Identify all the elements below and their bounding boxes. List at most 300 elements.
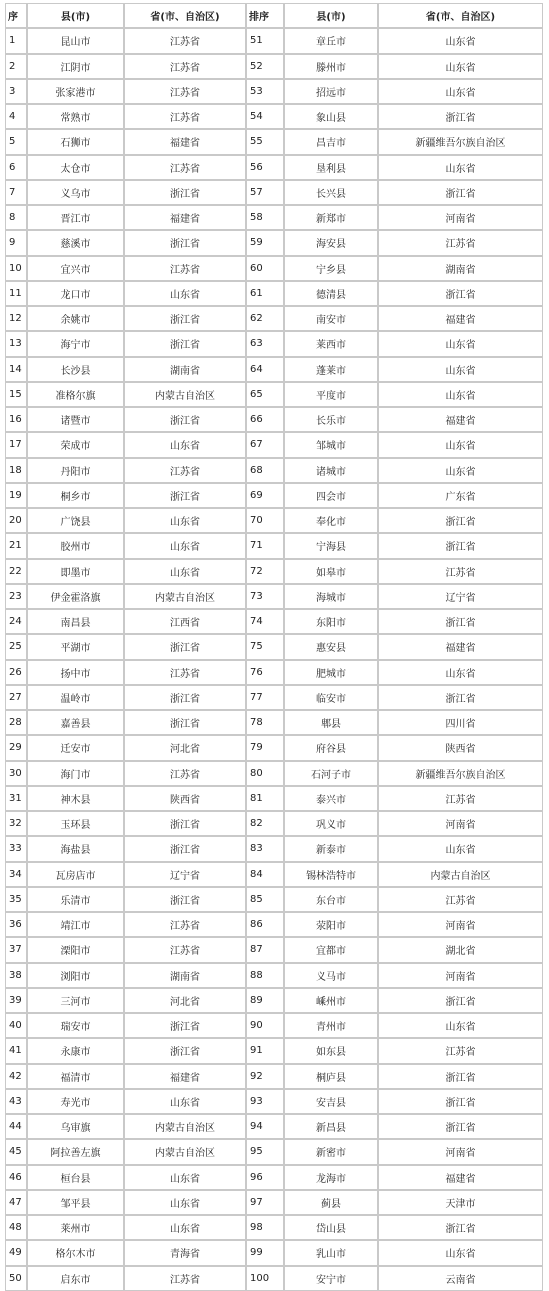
county-cell-2: 龙海市 <box>284 1165 378 1190</box>
county-cell: 江阴市 <box>27 54 124 79</box>
county-cell-2: 临安市 <box>284 685 378 710</box>
rank-cell-2: 72 <box>246 559 284 584</box>
rank-cell-2: 51 <box>246 28 284 53</box>
county-cell-2: 巩义市 <box>284 811 378 836</box>
county-cell: 长沙县 <box>27 357 124 382</box>
rank-cell-2: 97 <box>246 1190 284 1215</box>
province-cell: 山东省 <box>124 432 246 457</box>
rank-cell-2: 57 <box>246 180 284 205</box>
rank-cell: 8 <box>5 205 27 230</box>
province-cell: 山东省 <box>124 281 246 306</box>
county-cell: 义乌市 <box>27 180 124 205</box>
province-cell-2: 江苏省 <box>378 559 543 584</box>
county-cell: 宜兴市 <box>27 256 124 281</box>
rank-cell: 27 <box>5 685 27 710</box>
county-cell-2: 南安市 <box>284 306 378 331</box>
rank-cell-2: 88 <box>246 963 284 988</box>
rank-cell: 3 <box>5 79 27 104</box>
rank-cell-2: 66 <box>246 407 284 432</box>
province-cell-2: 浙江省 <box>378 685 543 710</box>
province-cell: 江苏省 <box>124 912 246 937</box>
province-cell: 河北省 <box>124 735 246 760</box>
table-row <box>5 1089 543 1114</box>
province-cell-2: 新疆维吾尔族自治区 <box>378 129 543 154</box>
rank-cell-2: 100 <box>246 1266 284 1291</box>
county-cell-2: 泰兴市 <box>284 786 378 811</box>
rank-cell: 30 <box>5 761 27 786</box>
county-cell: 邹平县 <box>27 1190 124 1215</box>
rank-cell-2: 85 <box>246 887 284 912</box>
county-cell: 龙口市 <box>27 281 124 306</box>
rank-cell: 18 <box>5 458 27 483</box>
county-cell: 荣成市 <box>27 432 124 457</box>
table-row <box>5 54 543 79</box>
county-cell: 迁安市 <box>27 735 124 760</box>
province-cell-2: 江苏省 <box>378 786 543 811</box>
province-cell: 山东省 <box>124 1215 246 1240</box>
province-cell: 山东省 <box>124 1165 246 1190</box>
province-cell-2: 山东省 <box>378 836 543 861</box>
province-cell: 湖南省 <box>124 963 246 988</box>
table-row <box>5 281 543 306</box>
rank-cell: 21 <box>5 533 27 558</box>
rank-cell-2: 77 <box>246 685 284 710</box>
rank-cell: 14 <box>5 357 27 382</box>
table-row <box>5 786 543 811</box>
header-county: 县(市) <box>27 3 124 28</box>
county-cell: 昆山市 <box>27 28 124 53</box>
province-cell-2: 浙江省 <box>378 1089 543 1114</box>
province-cell-2: 山东省 <box>378 432 543 457</box>
province-cell: 江苏省 <box>124 1266 246 1291</box>
province-cell-2: 福建省 <box>378 407 543 432</box>
province-cell-2: 天津市 <box>378 1190 543 1215</box>
rank-cell-2: 68 <box>246 458 284 483</box>
rank-cell-2: 86 <box>246 912 284 937</box>
province-cell-2: 福建省 <box>378 306 543 331</box>
rank-cell-2: 84 <box>246 862 284 887</box>
county-cell-2: 锡林浩特市 <box>284 862 378 887</box>
county-cell: 即墨市 <box>27 559 124 584</box>
county-cell-2: 荥阳市 <box>284 912 378 937</box>
table-row <box>5 1114 543 1139</box>
rank-cell-2: 74 <box>246 609 284 634</box>
county-cell: 莱州市 <box>27 1215 124 1240</box>
rank-cell-2: 61 <box>246 281 284 306</box>
province-cell: 福建省 <box>124 129 246 154</box>
county-cell-2: 垦利县 <box>284 155 378 180</box>
table-row <box>5 761 543 786</box>
rank-cell-2: 96 <box>246 1165 284 1190</box>
county-cell: 平湖市 <box>27 634 124 659</box>
province-cell: 江苏省 <box>124 761 246 786</box>
table-row <box>5 710 543 735</box>
province-cell-2: 云南省 <box>378 1266 543 1291</box>
table-header-row <box>5 3 543 28</box>
county-cell: 海盐县 <box>27 836 124 861</box>
province-cell: 青海省 <box>124 1240 246 1265</box>
province-cell: 浙江省 <box>124 1038 246 1063</box>
province-cell-2: 浙江省 <box>378 533 543 558</box>
province-cell-2: 浙江省 <box>378 104 543 129</box>
table-row <box>5 660 543 685</box>
table-row <box>5 685 543 710</box>
county-cell-2: 平度市 <box>284 382 378 407</box>
rank-cell: 45 <box>5 1139 27 1164</box>
province-cell: 浙江省 <box>124 710 246 735</box>
table-row <box>5 458 543 483</box>
province-cell: 山东省 <box>124 1190 246 1215</box>
county-cell-2: 安宁市 <box>284 1266 378 1291</box>
province-cell: 内蒙古自治区 <box>124 584 246 609</box>
county-cell: 伊金霍洛旗 <box>27 584 124 609</box>
rank-cell: 36 <box>5 912 27 937</box>
rank-cell: 35 <box>5 887 27 912</box>
table-row <box>5 104 543 129</box>
rank-cell-2: 56 <box>246 155 284 180</box>
province-cell: 浙江省 <box>124 230 246 255</box>
table-row <box>5 584 543 609</box>
rank-cell: 13 <box>5 331 27 356</box>
rank-cell: 26 <box>5 660 27 685</box>
province-cell-2: 浙江省 <box>378 508 543 533</box>
province-cell-2: 浙江省 <box>378 609 543 634</box>
rank-cell-2: 79 <box>246 735 284 760</box>
table-row <box>5 407 543 432</box>
province-cell: 浙江省 <box>124 887 246 912</box>
county-cell: 浏阳市 <box>27 963 124 988</box>
rank-cell-2: 67 <box>246 432 284 457</box>
header-province-2: 省(市、自治区) <box>378 3 543 28</box>
rank-cell: 4 <box>5 104 27 129</box>
province-cell-2: 山东省 <box>378 1240 543 1265</box>
table-row <box>5 1064 543 1089</box>
province-cell-2: 浙江省 <box>378 180 543 205</box>
rank-cell: 17 <box>5 432 27 457</box>
province-cell: 福建省 <box>124 205 246 230</box>
county-cell-2: 石河子市 <box>284 761 378 786</box>
rank-cell: 23 <box>5 584 27 609</box>
province-cell-2: 山东省 <box>378 79 543 104</box>
province-cell: 山东省 <box>124 508 246 533</box>
province-cell: 山东省 <box>124 559 246 584</box>
province-cell: 江苏省 <box>124 155 246 180</box>
rank-cell-2: 99 <box>246 1240 284 1265</box>
county-cell-2: 东台市 <box>284 887 378 912</box>
province-cell-2: 浙江省 <box>378 1114 543 1139</box>
province-cell-2: 湖北省 <box>378 937 543 962</box>
rank-cell-2: 82 <box>246 811 284 836</box>
province-cell: 江苏省 <box>124 28 246 53</box>
county-cell-2: 岱山县 <box>284 1215 378 1240</box>
province-cell: 浙江省 <box>124 811 246 836</box>
rank-cell-2: 78 <box>246 710 284 735</box>
rank-cell: 33 <box>5 836 27 861</box>
county-cell-2: 招远市 <box>284 79 378 104</box>
province-cell-2: 辽宁省 <box>378 584 543 609</box>
county-cell-2: 如东县 <box>284 1038 378 1063</box>
province-cell-2: 广东省 <box>378 483 543 508</box>
table-row <box>5 988 543 1013</box>
county-cell-2: 昌吉市 <box>284 129 378 154</box>
rank-cell-2: 53 <box>246 79 284 104</box>
rank-cell: 40 <box>5 1013 27 1038</box>
province-cell-2: 山东省 <box>378 382 543 407</box>
county-cell-2: 义马市 <box>284 963 378 988</box>
county-cell: 靖江市 <box>27 912 124 937</box>
county-cell-2: 如皋市 <box>284 559 378 584</box>
province-cell: 江苏省 <box>124 937 246 962</box>
rank-cell: 34 <box>5 862 27 887</box>
province-cell-2: 内蒙古自治区 <box>378 862 543 887</box>
table-row <box>5 1240 543 1265</box>
table-row <box>5 382 543 407</box>
province-cell: 陕西省 <box>124 786 246 811</box>
county-cell: 余姚市 <box>27 306 124 331</box>
province-cell-2: 四川省 <box>378 710 543 735</box>
province-cell: 内蒙古自治区 <box>124 382 246 407</box>
rank-cell: 38 <box>5 963 27 988</box>
rank-cell-2: 60 <box>246 256 284 281</box>
rank-cell-2: 91 <box>246 1038 284 1063</box>
province-cell-2: 山东省 <box>378 660 543 685</box>
table-row <box>5 609 543 634</box>
county-cell: 溧阳市 <box>27 937 124 962</box>
province-cell-2: 浙江省 <box>378 281 543 306</box>
county-cell: 诸暨市 <box>27 407 124 432</box>
rank-cell-2: 87 <box>246 937 284 962</box>
table-row <box>5 1013 543 1038</box>
county-cell: 广饶县 <box>27 508 124 533</box>
county-cell: 扬中市 <box>27 660 124 685</box>
county-cell-2: 四会市 <box>284 483 378 508</box>
rank-cell: 15 <box>5 382 27 407</box>
county-cell: 张家港市 <box>27 79 124 104</box>
rank-cell-2: 90 <box>246 1013 284 1038</box>
rank-cell-2: 92 <box>246 1064 284 1089</box>
rank-cell-2: 62 <box>246 306 284 331</box>
county-cell-2: 嵊州市 <box>284 988 378 1013</box>
province-cell: 山东省 <box>124 1089 246 1114</box>
table-row <box>5 230 543 255</box>
table-row <box>5 1215 543 1240</box>
rank-cell: 24 <box>5 609 27 634</box>
rank-cell: 1 <box>5 28 27 53</box>
header-county-2: 县(市) <box>284 3 378 28</box>
province-cell: 内蒙古自治区 <box>124 1139 246 1164</box>
rank-cell: 47 <box>5 1190 27 1215</box>
province-cell: 江苏省 <box>124 79 246 104</box>
rank-cell-2: 98 <box>246 1215 284 1240</box>
province-cell: 浙江省 <box>124 180 246 205</box>
province-cell: 浙江省 <box>124 634 246 659</box>
rank-cell: 39 <box>5 988 27 1013</box>
province-cell: 湖南省 <box>124 357 246 382</box>
table-row <box>5 634 543 659</box>
county-cell-2: 肥城市 <box>284 660 378 685</box>
province-cell-2: 陕西省 <box>378 735 543 760</box>
rank-cell-2: 81 <box>246 786 284 811</box>
province-cell: 江西省 <box>124 609 246 634</box>
province-cell: 山东省 <box>124 533 246 558</box>
province-cell-2: 湖南省 <box>378 256 543 281</box>
county-cell-2: 新泰市 <box>284 836 378 861</box>
rank-cell-2: 59 <box>246 230 284 255</box>
county-cell-2: 青州市 <box>284 1013 378 1038</box>
table-row <box>5 155 543 180</box>
rank-cell-2: 70 <box>246 508 284 533</box>
table-row <box>5 256 543 281</box>
table-row <box>5 836 543 861</box>
province-cell-2: 山东省 <box>378 331 543 356</box>
rank-cell: 46 <box>5 1165 27 1190</box>
rank-cell: 48 <box>5 1215 27 1240</box>
county-cell: 海门市 <box>27 761 124 786</box>
province-cell-2: 河南省 <box>378 811 543 836</box>
county-cell-2: 宁海县 <box>284 533 378 558</box>
county-cell-2: 桐庐县 <box>284 1064 378 1089</box>
county-cell: 神木县 <box>27 786 124 811</box>
table-row <box>5 79 543 104</box>
rank-cell-2: 76 <box>246 660 284 685</box>
county-cell-2: 邹城市 <box>284 432 378 457</box>
county-cell: 南昌县 <box>27 609 124 634</box>
county-cell-2: 章丘市 <box>284 28 378 53</box>
ranking-table-container <box>5 3 543 1291</box>
table-row <box>5 559 543 584</box>
rank-cell: 22 <box>5 559 27 584</box>
table-row <box>5 1266 543 1291</box>
table-row <box>5 357 543 382</box>
county-cell-2: 安吉县 <box>284 1089 378 1114</box>
county-cell-2: 象山县 <box>284 104 378 129</box>
county-cell: 常熟市 <box>27 104 124 129</box>
province-cell: 辽宁省 <box>124 862 246 887</box>
rank-cell-2: 58 <box>246 205 284 230</box>
county-cell-2: 长乐市 <box>284 407 378 432</box>
county-cell-2: 宜都市 <box>284 937 378 962</box>
county-cell: 太仓市 <box>27 155 124 180</box>
table-row <box>5 508 543 533</box>
rank-cell: 2 <box>5 54 27 79</box>
province-cell: 江苏省 <box>124 256 246 281</box>
rank-cell: 31 <box>5 786 27 811</box>
rank-cell: 41 <box>5 1038 27 1063</box>
county-cell-2: 蓬莱市 <box>284 357 378 382</box>
county-cell-2: 长兴县 <box>284 180 378 205</box>
rank-cell-2: 54 <box>246 104 284 129</box>
county-cell-2: 德清县 <box>284 281 378 306</box>
rank-cell: 29 <box>5 735 27 760</box>
table-row <box>5 205 543 230</box>
rank-cell-2: 64 <box>246 357 284 382</box>
county-cell: 丹阳市 <box>27 458 124 483</box>
county-cell-2: 府谷县 <box>284 735 378 760</box>
rank-cell-2: 65 <box>246 382 284 407</box>
header-rank-2: 排序 <box>246 3 284 28</box>
county-cell-2: 乳山市 <box>284 1240 378 1265</box>
province-cell-2: 山东省 <box>378 458 543 483</box>
rank-cell: 49 <box>5 1240 27 1265</box>
province-cell-2: 福建省 <box>378 634 543 659</box>
county-cell: 瓦房店市 <box>27 862 124 887</box>
rank-cell: 9 <box>5 230 27 255</box>
province-cell: 福建省 <box>124 1064 246 1089</box>
rank-cell: 6 <box>5 155 27 180</box>
county-cell: 玉环县 <box>27 811 124 836</box>
table-row <box>5 432 543 457</box>
table-row <box>5 1190 543 1215</box>
county-cell: 嘉善县 <box>27 710 124 735</box>
rank-cell: 7 <box>5 180 27 205</box>
rank-cell: 11 <box>5 281 27 306</box>
table-row <box>5 735 543 760</box>
province-cell: 浙江省 <box>124 483 246 508</box>
table-row <box>5 1139 543 1164</box>
province-cell: 内蒙古自治区 <box>124 1114 246 1139</box>
province-cell: 江苏省 <box>124 458 246 483</box>
province-cell: 河北省 <box>124 988 246 1013</box>
province-cell-2: 江苏省 <box>378 887 543 912</box>
rank-cell-2: 69 <box>246 483 284 508</box>
rank-cell: 50 <box>5 1266 27 1291</box>
rank-cell: 32 <box>5 811 27 836</box>
rank-cell-2: 83 <box>246 836 284 861</box>
county-cell: 格尔木市 <box>27 1240 124 1265</box>
province-cell: 浙江省 <box>124 1013 246 1038</box>
county-cell: 阿拉善左旗 <box>27 1139 124 1164</box>
rank-cell: 19 <box>5 483 27 508</box>
county-cell-2: 诸城市 <box>284 458 378 483</box>
province-cell-2: 河南省 <box>378 912 543 937</box>
county-cell: 晋江市 <box>27 205 124 230</box>
table-row <box>5 862 543 887</box>
province-cell-2: 江苏省 <box>378 230 543 255</box>
province-cell-2: 山东省 <box>378 1013 543 1038</box>
county-ranking-table <box>5 3 543 1291</box>
county-cell-2: 奉化市 <box>284 508 378 533</box>
county-cell-2: 惠安县 <box>284 634 378 659</box>
rank-cell: 28 <box>5 710 27 735</box>
table-row <box>5 1165 543 1190</box>
rank-cell: 16 <box>5 407 27 432</box>
county-cell: 寿光市 <box>27 1089 124 1114</box>
province-cell-2: 山东省 <box>378 54 543 79</box>
table-row <box>5 28 543 53</box>
province-cell: 浙江省 <box>124 306 246 331</box>
rank-cell-2: 55 <box>246 129 284 154</box>
table-row <box>5 811 543 836</box>
rank-cell: 10 <box>5 256 27 281</box>
county-cell: 慈溪市 <box>27 230 124 255</box>
county-cell-2: 滕州市 <box>284 54 378 79</box>
rank-cell-2: 75 <box>246 634 284 659</box>
county-cell-2: 海安县 <box>284 230 378 255</box>
county-cell: 永康市 <box>27 1038 124 1063</box>
province-cell-2: 山东省 <box>378 28 543 53</box>
rank-cell-2: 93 <box>246 1089 284 1114</box>
table-row <box>5 937 543 962</box>
province-cell-2: 江苏省 <box>378 1038 543 1063</box>
province-cell-2: 浙江省 <box>378 988 543 1013</box>
table-row <box>5 129 543 154</box>
rank-cell-2: 71 <box>246 533 284 558</box>
table-row <box>5 963 543 988</box>
county-cell-2: 新昌县 <box>284 1114 378 1139</box>
rank-cell-2: 95 <box>246 1139 284 1164</box>
rank-cell: 25 <box>5 634 27 659</box>
county-cell-2: 郫县 <box>284 710 378 735</box>
